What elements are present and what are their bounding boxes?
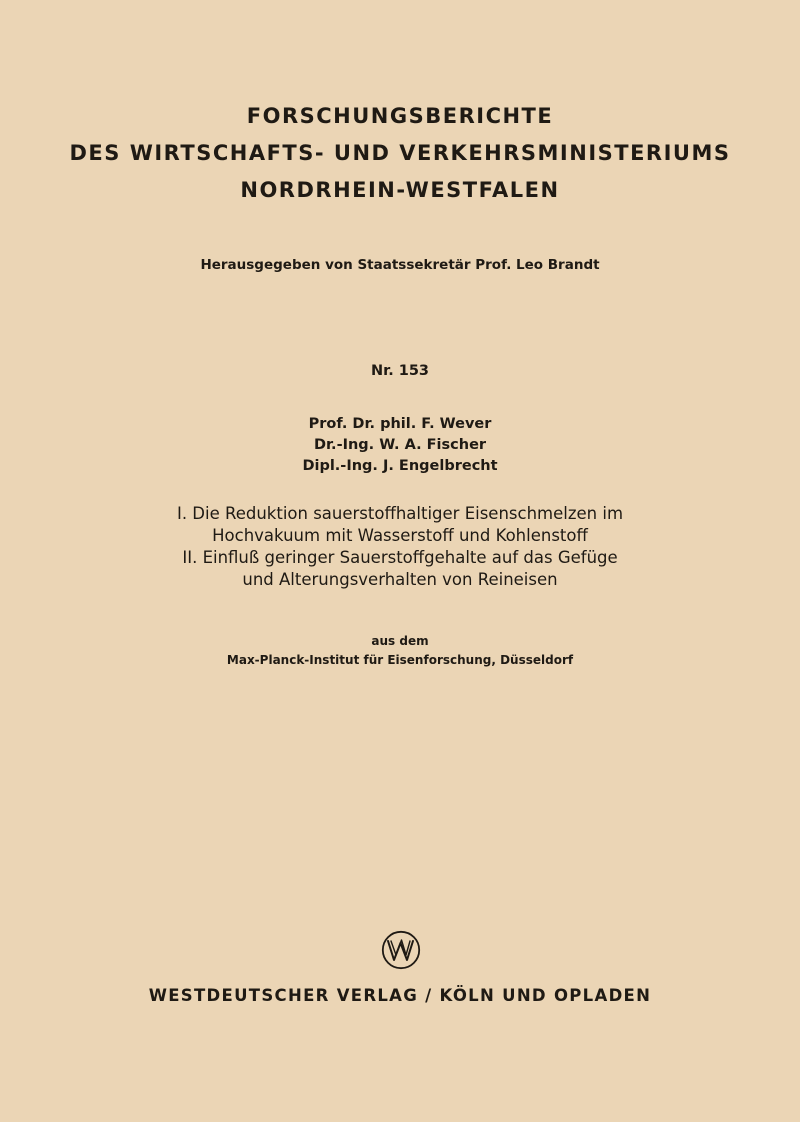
series-title-line-2: DES WIRTSCHAFTS- UND VERKEHRSMINISTERIUMS	[69, 141, 731, 165]
volume-number: Nr. 153	[370, 363, 430, 379]
editor-line: Herausgegeben von Staatssekretär Prof. Leo Brandt	[200, 257, 600, 273]
author-1: Prof. Dr. phil. F. Wever	[308, 416, 492, 432]
institution-prefix: aus dem	[371, 634, 429, 648]
author-2: Dr.-Ing. W. A. Fischer	[313, 437, 487, 453]
title-part-2-line-2: und Alterungsverhalten von Reineisen	[242, 570, 558, 589]
series-title-line-3: NORDRHEIN-WESTFALEN	[240, 178, 560, 202]
title-part-1-line-1: I. Die Reduktion sauerstoffhaltiger Eisenschmelzen im	[176, 504, 624, 523]
institution-name: Max-Planck-Institut für Eisenforschung, Düsseldorf	[226, 653, 574, 667]
title-part-1-line-2: Hochvakuum mit Wasserstoff und Kohlenstoff	[212, 526, 588, 545]
series-title	[0, 98, 800, 209]
title-part-2-line-1: II. Einfluß geringer Sauerstoffgehalte auf das Gefüge	[182, 548, 618, 567]
institution	[0, 632, 800, 670]
author-list	[0, 414, 800, 477]
publisher-w-logo-icon	[381, 930, 421, 970]
series-title-line-1: FORSCHUNGSBERICHTE	[246, 104, 554, 128]
publisher-line: WESTDEUTSCHER VERLAG / KÖLN UND OPLADEN	[148, 986, 652, 1005]
author-3: Dipl.-Ing. J. Engelbrecht	[302, 458, 498, 474]
work-titles	[0, 503, 800, 591]
